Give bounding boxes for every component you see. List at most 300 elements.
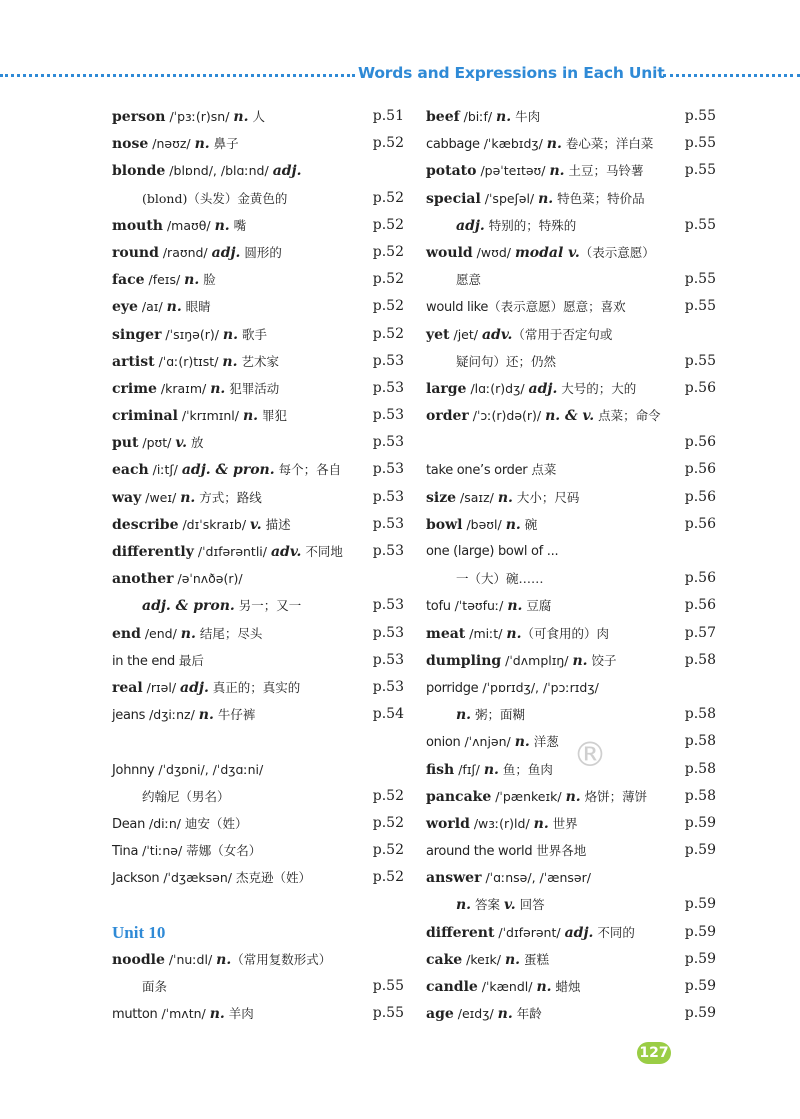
headword: pancake <box>426 788 492 805</box>
part-of-speech: n. & v. <box>545 408 595 425</box>
part-of-speech: n. <box>456 707 472 724</box>
vocab-entry <box>112 266 404 293</box>
entry-text <box>426 157 644 185</box>
vocab-entry <box>426 293 716 320</box>
vocab-entry <box>112 185 404 212</box>
phonetic: /eɪdʒ/ <box>453 1006 498 1022</box>
page-ref: p.52 <box>372 216 404 233</box>
entry-text <box>426 103 540 131</box>
entry-text <box>112 946 331 974</box>
part-of-speech: n. <box>497 489 513 506</box>
phonetic: /raʊnd/ <box>158 244 212 260</box>
entry-text <box>426 293 626 321</box>
entry-text <box>112 565 243 593</box>
part-of-speech: adj. <box>456 217 485 234</box>
vocab-entry <box>426 212 716 239</box>
phonetic: /ˈsɪŋə(r)/ <box>161 326 223 342</box>
chinese-meaning: 圆形的 <box>240 244 282 260</box>
header-dotted-rule-right <box>663 74 800 77</box>
vocab-entry <box>426 157 716 184</box>
page-ref: p.53 <box>372 434 404 451</box>
page-ref: p.52 <box>372 135 404 152</box>
chinese-meaning: 豆腐 <box>522 598 552 614</box>
page-ref: p.53 <box>372 678 404 695</box>
page-ref: p.58 <box>684 787 716 804</box>
part-of-speech: n. <box>572 652 588 669</box>
chinese-meaning: 另一；又一 <box>234 598 302 614</box>
entry-text <box>426 185 645 213</box>
vocab-entry <box>426 891 716 918</box>
phonetic: /ˈkændl/ <box>477 979 537 994</box>
part-of-speech: n. <box>538 190 554 207</box>
entry-text <box>426 348 556 376</box>
vocab-entry <box>112 565 404 592</box>
part-of-speech: n. <box>214 217 230 234</box>
chinese-meaning: 蒂娜（女名） <box>186 843 262 859</box>
phonetic: /ˈdɪfərəntli/ <box>193 544 271 559</box>
page-ref: p.52 <box>372 787 404 804</box>
page-ref: p.53 <box>372 543 404 559</box>
chinese-meaning: 艺术家 <box>237 353 279 369</box>
phonetic: /wɜː(r)ld/ <box>469 815 534 831</box>
page-ref: p.55 <box>684 162 716 179</box>
headword: in the end <box>112 653 175 669</box>
entry-text <box>426 321 612 349</box>
chinese-meaning: （表示意愿）愿意；喜欢 <box>488 299 626 315</box>
headword: artist <box>112 353 155 370</box>
entry-text <box>426 592 551 620</box>
chinese-meaning: 鼻子 <box>209 136 239 152</box>
page-ref: p.55 <box>372 978 404 994</box>
headword: different <box>426 924 495 941</box>
headword: put <box>112 435 139 452</box>
vocab-entry <box>112 130 404 157</box>
vocab-entry <box>112 1000 404 1027</box>
part-of-speech: n. <box>194 136 210 153</box>
phonetic: /ˈpænkeɪk/ <box>491 788 566 804</box>
entry-text <box>426 756 553 784</box>
chinese-meaning: 回答 <box>515 897 545 913</box>
vocab-entry <box>112 402 404 429</box>
vocab-entry <box>112 674 404 701</box>
headword: describe <box>112 516 179 533</box>
part-of-speech: n. <box>222 353 238 370</box>
entry-text <box>112 348 279 376</box>
phonetic: /ˈmʌtn/ <box>157 1006 210 1022</box>
headword: potato <box>426 163 477 180</box>
page-ref: p.59 <box>684 842 716 859</box>
phonetic: /jet/ <box>449 326 482 342</box>
entry-text <box>426 620 609 648</box>
part-of-speech: n. <box>216 951 232 968</box>
entry-text <box>426 674 599 702</box>
phonetic: /ˈɑːnsə/, /ˈænsər/ <box>481 870 591 886</box>
page-ref: p.52 <box>372 243 404 260</box>
headword: crime <box>112 380 157 397</box>
part-of-speech: n. <box>180 625 196 642</box>
headword: one (large) bowl of ... <box>426 544 559 559</box>
headword: beef <box>426 109 460 125</box>
page-ref: p.55 <box>372 1005 404 1022</box>
entry-text <box>112 973 167 1001</box>
phonetic: /miːt/ <box>465 625 507 641</box>
part-of-speech: n. <box>180 489 196 506</box>
part-of-speech: adj. <box>180 679 209 696</box>
entry-text <box>112 810 247 838</box>
vocab-entry <box>426 1000 716 1027</box>
vocab-entry <box>112 783 404 810</box>
headword: dumpling <box>426 652 502 669</box>
vocab-entry <box>426 592 716 619</box>
page-ref: p.53 <box>372 379 404 396</box>
phonetic: /pʊt/ <box>138 435 176 451</box>
vocab-entry <box>112 647 404 674</box>
vocab-entry <box>426 973 716 1000</box>
phonetic: /ˈpɒrɪdʒ/, /ˈpɔːrɪdʒ/ <box>478 679 599 695</box>
headword: would like <box>426 300 489 316</box>
vocab-entry <box>426 837 716 864</box>
vocab-entry <box>112 864 404 891</box>
entry-text <box>112 157 302 185</box>
page-ref: p.52 <box>372 842 404 859</box>
headword: meat <box>426 625 466 642</box>
part-of-speech: n. <box>549 163 565 180</box>
headword: Jackson <box>112 871 160 887</box>
phonetic: /blɒnd/, /blɑːnd/ <box>165 163 273 179</box>
part-of-speech: adj. & pron. <box>142 598 235 615</box>
blank-row <box>112 891 404 918</box>
entry-text <box>112 484 262 512</box>
page-ref: p.56 <box>684 570 716 587</box>
headword: cake <box>426 951 463 968</box>
entry-text <box>426 946 549 974</box>
phonetic: /ˈkrɪmɪnl/ <box>177 408 243 424</box>
vocab-entry <box>112 212 404 239</box>
chinese-meaning: 嘴 <box>229 217 247 233</box>
headword: take one’s order <box>426 463 528 479</box>
part-of-speech: n. <box>242 408 259 425</box>
chinese-meaning: 特别的；特殊的 <box>484 217 577 233</box>
entry-text <box>112 701 255 729</box>
page-ref: p.53 <box>372 651 404 668</box>
phonetic: /ˈkæbɪdʒ/ <box>479 136 547 152</box>
chinese-meaning: 不同地 <box>301 544 343 559</box>
part-of-speech: n. <box>166 299 182 316</box>
phonetic: /ˈdʒɒni/, /ˈdʒɑːni/ <box>154 761 264 777</box>
chinese-meaning: 牛仔裤 <box>213 707 256 723</box>
entry-text <box>426 837 586 865</box>
headword: mouth <box>112 217 163 234</box>
headword: Tina <box>112 844 139 860</box>
vocab-entry <box>426 456 716 483</box>
chinese-meaning: 每个；各自 <box>274 462 342 478</box>
vocab-entry <box>426 348 716 375</box>
phonetic: /iːtʃ/ <box>148 462 182 478</box>
continuation-text: 疑问句）还；仍然 <box>456 353 557 369</box>
chinese-meaning: 粥；面糊 <box>471 707 526 723</box>
headword: Johnny <box>112 762 155 778</box>
headword: differently <box>112 544 194 560</box>
headword: person <box>112 109 166 125</box>
page-ref: p.53 <box>372 515 404 532</box>
vocab-entry <box>426 239 716 266</box>
phonetic: /əˈnʌðə(r)/ <box>173 571 243 587</box>
entry-text <box>426 538 558 565</box>
chinese-meaning: 犯罪活动 <box>225 380 280 396</box>
page-ref: p.59 <box>684 814 716 831</box>
registered-trademark-watermark: ® <box>573 735 607 775</box>
page-ref: p.52 <box>372 814 404 831</box>
vocab-entry <box>112 348 404 375</box>
entry-text <box>112 103 265 131</box>
entry-text <box>112 592 301 620</box>
headword: Dean <box>112 816 146 832</box>
part-of-speech: n. <box>209 1006 225 1023</box>
phonetic: /aɪ/ <box>137 299 167 315</box>
chinese-meaning: 方式；路线 <box>195 489 262 505</box>
entry-text <box>426 728 559 756</box>
entry-text <box>426 456 556 484</box>
chinese-meaning: 特色菜；特价品 <box>553 190 645 206</box>
vocab-entry <box>426 484 716 511</box>
headword: criminal <box>112 408 178 425</box>
page-number: 127 <box>637 1042 671 1064</box>
vocab-entry <box>426 511 716 538</box>
headword: large <box>426 380 467 397</box>
phonetic: /wʊd/ <box>472 244 515 260</box>
page-ref: p.59 <box>684 950 716 967</box>
headword: eye <box>112 299 138 316</box>
phonetic: /nəʊz/ <box>148 136 195 152</box>
page-ref: p.53 <box>372 461 404 478</box>
left-word-column <box>112 103 404 1027</box>
entry-text <box>112 239 282 267</box>
entry-text <box>112 212 246 240</box>
part-of-speech: n. <box>505 516 521 533</box>
phonetic: /saɪz/ <box>456 489 498 505</box>
page-ref: p.58 <box>684 651 716 668</box>
chinese-meaning: 牛肉 <box>511 109 541 124</box>
page-ref: p.52 <box>372 298 404 315</box>
entry-text <box>426 647 617 675</box>
vocab-entry <box>112 973 404 1000</box>
vocab-entry <box>426 674 716 701</box>
page-ref: p.54 <box>372 706 404 723</box>
part-of-speech: n. <box>184 272 200 289</box>
page-ref: p.59 <box>684 896 716 913</box>
vocab-entry <box>112 484 404 511</box>
headword: onion <box>426 735 461 751</box>
phonetic: /ˈdɪfərənt/ <box>494 924 565 940</box>
headword: yet <box>426 326 450 343</box>
headword: end <box>112 625 141 642</box>
page-ref: p.56 <box>684 515 716 532</box>
chinese-meaning: 结尾；尽头 <box>195 625 263 641</box>
phonetic: /rɪəl/ <box>142 679 181 695</box>
entry-text <box>426 919 635 947</box>
headword: around the world <box>426 844 533 860</box>
vocab-entry <box>112 157 404 184</box>
chinese-meaning: 眼睛 <box>181 299 211 315</box>
chinese-meaning: 放 <box>186 435 204 451</box>
phonetic: /ˈnuːdl/ <box>164 951 217 967</box>
headword: singer <box>112 326 162 343</box>
chinese-meaning: 蜡烛 <box>551 979 581 994</box>
continuation-text: 一（大）碗…… <box>456 571 544 587</box>
entry-text <box>112 375 279 403</box>
part-of-speech: adv. <box>270 544 302 560</box>
entry-text <box>426 810 578 838</box>
part-of-speech: adj. <box>564 924 594 941</box>
page-ref: p.56 <box>684 434 716 451</box>
chinese-meaning: 土豆；马铃薯 <box>564 163 644 179</box>
page-ref: p.52 <box>372 869 404 886</box>
phonetic: /pəˈteɪtəʊ/ <box>476 163 550 179</box>
entry-text <box>112 674 300 702</box>
part-of-speech: adj. & pron. <box>181 462 275 479</box>
page-ref: p.57 <box>684 624 716 641</box>
phonetic: /kraɪm/ <box>156 380 211 396</box>
part-of-speech: n. <box>198 707 214 724</box>
chinese-meaning: 不同的 <box>593 924 635 940</box>
part-of-speech: n. <box>497 1006 513 1023</box>
entry-text <box>426 511 537 539</box>
chinese-meaning: （表示意愿） <box>579 244 655 260</box>
chinese-meaning: 最后 <box>174 652 204 668</box>
vocab-entry <box>112 239 404 266</box>
vocab-entry <box>112 538 404 565</box>
entry-text <box>112 511 291 539</box>
part-of-speech: n. <box>233 109 249 125</box>
vocab-entry <box>426 565 716 592</box>
chinese-meaning: 饺子 <box>587 652 617 668</box>
vocab-entry <box>112 837 404 864</box>
headword: tofu <box>426 599 451 615</box>
page-ref: p.53 <box>372 407 404 424</box>
page-ref: p.53 <box>372 352 404 369</box>
part-of-speech: v. <box>175 435 187 452</box>
part-of-speech: n. <box>496 109 512 125</box>
vocab-entry <box>426 103 716 130</box>
part-of-speech: n. <box>507 598 523 615</box>
phonetic: /ˈpɜː(r)sn/ <box>165 109 234 124</box>
phonetic: /weɪ/ <box>141 489 181 505</box>
vocab-entry <box>112 103 404 130</box>
phonetic: /ˈɑː(r)tɪst/ <box>154 353 223 369</box>
phonetic: /ˈɔː(r)də(r)/ <box>468 408 546 424</box>
entry-text <box>426 783 647 811</box>
entry-text <box>112 756 263 784</box>
chinese-meaning: 杰克逊（姓） <box>235 870 311 886</box>
phonetic: /ˈʌnjən/ <box>460 734 515 750</box>
page-ref: p.52 <box>372 271 404 288</box>
page-ref: p.58 <box>684 706 716 723</box>
phonetic: /ˈspeʃəl/ <box>480 190 539 206</box>
entry-text <box>426 565 544 593</box>
chinese-meaning: 歌手 <box>237 326 267 342</box>
page-ref: p.55 <box>684 216 716 233</box>
chinese-meaning: 世界各地 <box>532 843 587 859</box>
chinese-meaning: 罪犯 <box>258 408 288 424</box>
phonetic: /ˈtiːnə/ <box>138 843 187 859</box>
chinese-meaning: 大号的；大的 <box>557 380 637 396</box>
vocab-entry <box>112 756 404 783</box>
phonetic: /ˈdʒæksən/ <box>159 870 236 886</box>
entry-text <box>112 456 341 484</box>
entry-text <box>112 293 211 321</box>
vocab-entry <box>112 620 404 647</box>
part-of-speech: v. <box>504 897 516 914</box>
part-of-speech: adj. <box>528 380 558 397</box>
vocab-entry <box>426 647 716 674</box>
page-ref: p.53 <box>372 488 404 505</box>
phonetic: /biːf/ <box>459 109 497 124</box>
page-ref: p.53 <box>372 597 404 614</box>
vocab-entry <box>112 429 404 456</box>
page-ref: p.51 <box>372 108 404 124</box>
continuation-text: (blond)（头发）金黄色的 <box>142 190 288 206</box>
headword: each <box>112 462 149 479</box>
headword: bowl <box>426 516 463 533</box>
headword: nose <box>112 136 149 153</box>
vocab-entry <box>112 375 404 402</box>
headword: order <box>426 408 469 425</box>
entry-text <box>426 212 576 240</box>
page-ref: p.55 <box>684 271 716 288</box>
entry-text <box>426 402 661 430</box>
part-of-speech: n. <box>506 625 522 642</box>
phonetic: /ˈtəʊfuː/ <box>450 598 508 614</box>
part-of-speech: adj. <box>211 244 241 261</box>
page-ref: p.58 <box>684 760 716 777</box>
page-ref: p.59 <box>684 923 716 940</box>
vocab-entry <box>426 919 716 946</box>
entry-text <box>112 538 343 566</box>
phonetic: /end/ <box>140 625 181 641</box>
page-ref: p.55 <box>684 352 716 369</box>
headword: fish <box>426 761 455 778</box>
headword: mutton <box>112 1007 158 1023</box>
chinese-meaning: 真正的；真实的 <box>208 679 301 695</box>
entry-text <box>426 891 545 919</box>
entry-text <box>112 620 262 648</box>
chinese-meaning: 描述 <box>261 516 291 532</box>
part-of-speech: v. <box>250 516 262 533</box>
entry-text <box>426 375 636 403</box>
page-ref: p.52 <box>372 325 404 342</box>
page-ref: p.53 <box>372 624 404 641</box>
headword: candle <box>426 979 478 995</box>
part-of-speech: n. <box>514 734 530 751</box>
vocab-entry <box>112 592 404 619</box>
phonetic: /keɪk/ <box>462 951 505 967</box>
part-of-speech: n. <box>504 951 521 968</box>
headword: porridge <box>426 680 479 696</box>
headword: size <box>426 489 457 506</box>
headword: another <box>112 571 174 588</box>
entry-text <box>112 402 287 430</box>
headword: answer <box>426 870 482 887</box>
entry-text <box>426 239 655 267</box>
phonetic: /diːn/ <box>145 815 185 831</box>
blank-row <box>112 728 404 755</box>
page-ref: p.59 <box>684 978 716 994</box>
chinese-meaning: 蛋糕 <box>520 951 549 967</box>
page-ref: p.56 <box>684 461 716 478</box>
part-of-speech: n. <box>536 979 552 995</box>
page-ref: p.55 <box>684 135 716 152</box>
headword: face <box>112 272 145 289</box>
